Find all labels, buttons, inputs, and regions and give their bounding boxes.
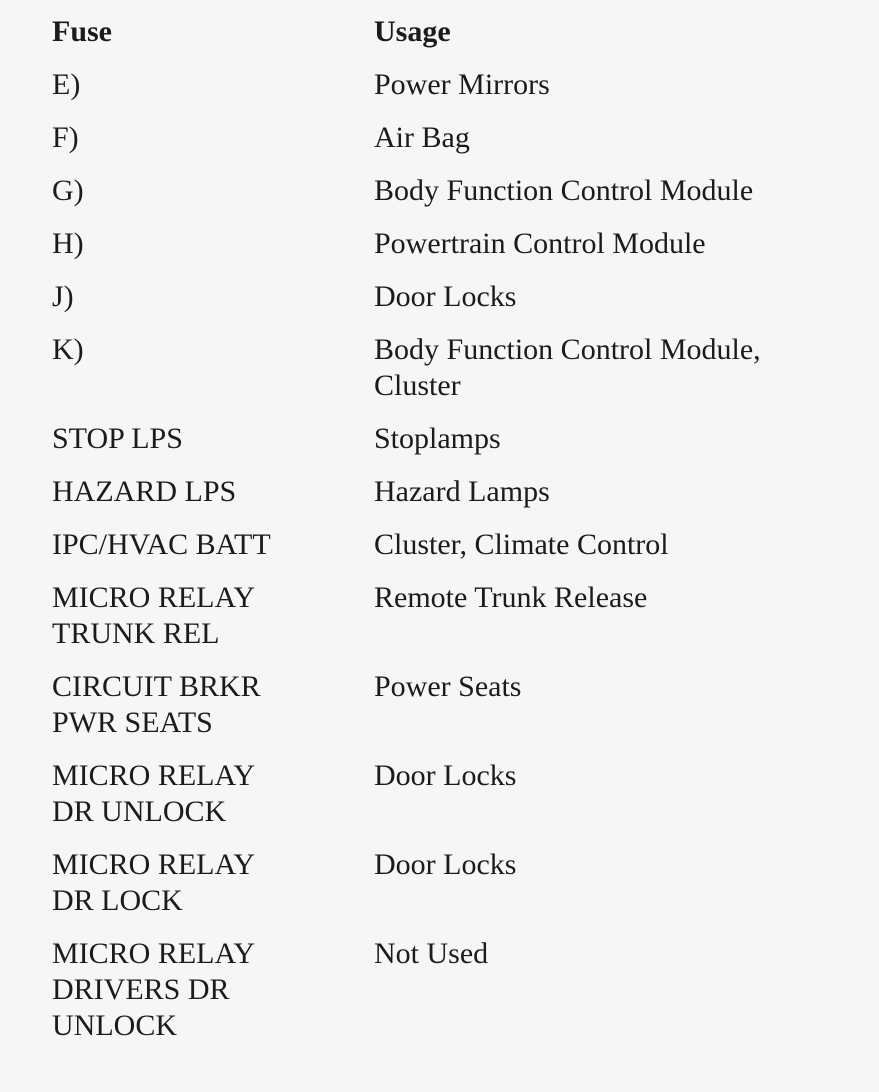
fuse-cell <box>52 173 374 226</box>
usage-cell <box>374 67 852 120</box>
table-row <box>52 936 852 1061</box>
usage-cell <box>374 847 852 936</box>
usage-label: Remote Trunk Release <box>374 581 648 614</box>
usage-cell <box>374 758 852 847</box>
fuse-cell <box>52 332 374 421</box>
usage-label: Door Locks <box>374 759 517 792</box>
usage-cell <box>374 173 852 226</box>
usage-cell <box>374 936 852 1061</box>
fuse-label: K) <box>52 333 84 366</box>
header-row <box>52 14 852 67</box>
usage-label: Door Locks <box>374 848 517 881</box>
table-row <box>52 580 852 669</box>
usage-label: Power Seats <box>374 670 522 703</box>
usage-label: Cluster <box>374 369 461 402</box>
table-row <box>52 474 852 527</box>
fuse-cell <box>52 936 374 1061</box>
table-row <box>52 847 852 936</box>
fuse-label: TRUNK REL <box>52 617 220 650</box>
usage-cell <box>374 421 852 474</box>
usage-cell <box>374 669 852 758</box>
fuse-cell <box>52 279 374 332</box>
fuse-cell <box>52 758 374 847</box>
usage-label: Not Used <box>374 937 489 970</box>
usage-label: Door Locks <box>374 280 517 313</box>
fuse-cell <box>52 226 374 279</box>
usage-label: Air Bag <box>374 121 470 154</box>
table-row <box>52 67 852 120</box>
fuse-label: DR UNLOCK <box>52 795 227 828</box>
fuse-cell <box>52 527 374 580</box>
fuse-label: IPC/HVAC BATT <box>52 528 271 561</box>
fuse-cell <box>52 120 374 173</box>
fuse-label: CIRCUIT BRKR <box>52 670 261 703</box>
usage-label: Powertrain Control Module <box>374 227 706 260</box>
fuse-label: MICRO RELAY <box>52 759 256 792</box>
usage-cell <box>374 474 852 527</box>
table-body <box>52 67 852 1061</box>
fuse-label: PWR SEATS <box>52 706 213 739</box>
usage-label: Cluster, Climate Control <box>374 528 669 561</box>
table-row <box>52 758 852 847</box>
table-header <box>52 14 852 67</box>
usage-cell <box>374 580 852 669</box>
fuse-label: G) <box>52 174 84 207</box>
fuse-label: STOP LPS <box>52 422 183 455</box>
fuse-label: J) <box>52 280 74 313</box>
fuse-cell <box>52 847 374 936</box>
table-row <box>52 669 852 758</box>
usage-cell <box>374 527 852 580</box>
table-row <box>52 226 852 279</box>
fuse-cell <box>52 669 374 758</box>
fuse-cell <box>52 421 374 474</box>
fuse-label: MICRO RELAY <box>52 581 256 614</box>
table-row <box>52 173 852 226</box>
fuse-cell <box>52 474 374 527</box>
table-row <box>52 527 852 580</box>
fuse-label: HAZARD LPS <box>52 475 237 508</box>
usage-label: Body Function Control Module, <box>374 333 761 366</box>
table-row <box>52 120 852 173</box>
usage-cell <box>374 120 852 173</box>
fuse-cell <box>52 67 374 120</box>
usage-cell <box>374 332 852 421</box>
fuse-label: DRIVERS DR <box>52 973 230 1006</box>
fuse-label: F) <box>52 121 79 154</box>
usage-label: Body Function Control Module <box>374 174 754 207</box>
fuse-label: DR LOCK <box>52 884 183 917</box>
fuse-label: UNLOCK <box>52 1009 177 1042</box>
fuse-column-header: Fuse <box>52 15 112 48</box>
usage-label: Power Mirrors <box>374 68 550 101</box>
fuse-label: E) <box>52 68 81 101</box>
fuse-label: MICRO RELAY <box>52 848 256 881</box>
fuse-usage-table <box>52 14 852 1061</box>
fuse-label: H) <box>52 227 84 260</box>
usage-cell <box>374 279 852 332</box>
usage-column-header: Usage <box>374 15 451 48</box>
table-row <box>52 279 852 332</box>
fuse-label: MICRO RELAY <box>52 937 256 970</box>
fuse-cell <box>52 580 374 669</box>
table-row <box>52 332 852 421</box>
usage-label: Stoplamps <box>374 422 501 455</box>
usage-label: Hazard Lamps <box>374 475 550 508</box>
usage-cell <box>374 226 852 279</box>
table-row <box>52 421 852 474</box>
